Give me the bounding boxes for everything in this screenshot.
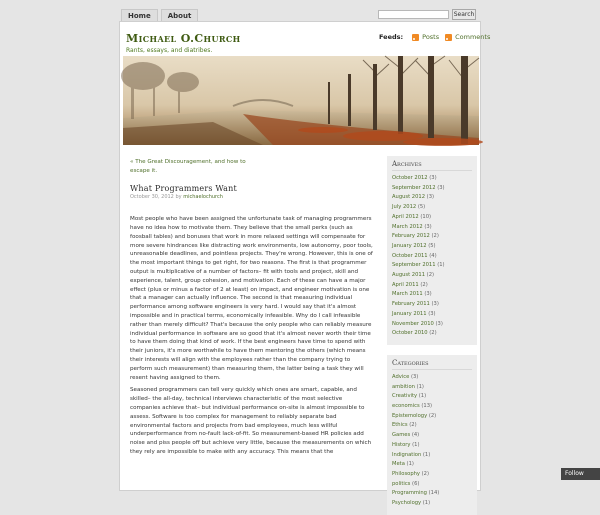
archive-item-label[interactable]: January 2012: [392, 242, 427, 249]
archive-item-count: (4): [429, 252, 437, 259]
category-item-label[interactable]: Indignation: [392, 451, 422, 458]
category-item[interactable]: [392, 392, 472, 402]
categories-widget: [387, 355, 477, 515]
archive-item[interactable]: [392, 310, 472, 320]
archive-item-label[interactable]: March 2011: [392, 291, 423, 298]
archive-item[interactable]: [392, 184, 472, 194]
category-item[interactable]: [392, 499, 472, 509]
archive-item[interactable]: [392, 203, 472, 213]
archive-item[interactable]: [392, 271, 472, 281]
category-item-count: (1): [416, 383, 424, 390]
archive-item-count: (3): [424, 291, 432, 298]
sidebar: [387, 156, 477, 515]
post-title[interactable]: What Programmers Want: [130, 183, 237, 193]
category-item-count: (2): [428, 412, 437, 419]
category-item-label[interactable]: Meta: [392, 461, 405, 468]
archive-item-label[interactable]: July 2012: [392, 204, 417, 211]
category-item-label[interactable]: Psychology: [392, 500, 422, 507]
main-content: [130, 158, 373, 457]
category-item[interactable]: [392, 421, 472, 431]
archive-item-label[interactable]: October 2012: [392, 175, 428, 181]
archive-item-label[interactable]: February 2012: [392, 233, 430, 240]
archive-item[interactable]: [392, 320, 472, 330]
archives-title: Archives: [392, 160, 472, 171]
category-item-count: (14): [428, 490, 440, 497]
category-item[interactable]: [392, 470, 472, 480]
archive-item-label[interactable]: August 2011: [392, 272, 426, 279]
archive-item[interactable]: [392, 300, 472, 310]
category-item-count: (2): [421, 470, 430, 477]
category-item-label[interactable]: Epistemology: [392, 412, 428, 419]
archive-item[interactable]: [392, 193, 472, 203]
posts-feed-link[interactable]: Posts: [422, 33, 440, 41]
category-item-count: (1): [422, 451, 431, 458]
category-item-label[interactable]: History: [392, 441, 411, 448]
category-item-count: (6): [412, 480, 420, 487]
category-item-label[interactable]: Creativity: [392, 393, 418, 400]
rss-icon: [412, 34, 419, 41]
archive-item-count: (3): [437, 184, 445, 191]
archive-item-count: (2): [429, 330, 437, 337]
archive-item-count: (3): [426, 194, 435, 201]
category-item-label[interactable]: Philosophy: [392, 470, 420, 477]
archive-item[interactable]: [392, 213, 472, 223]
feeds-label: Feeds:: [379, 33, 404, 41]
archive-item-label[interactable]: March 2012: [392, 223, 423, 230]
categories-list: [392, 373, 472, 509]
archive-item-count: (2): [431, 233, 439, 240]
category-item[interactable]: [392, 460, 472, 470]
category-item[interactable]: [392, 441, 472, 451]
archive-item-count: (10): [420, 213, 432, 220]
category-item-count: (1): [422, 500, 431, 507]
archive-item[interactable]: [392, 290, 472, 300]
archive-item-count: (3): [428, 310, 436, 317]
archive-item-label[interactable]: October 2010: [392, 330, 428, 337]
header-banner-image: [123, 56, 479, 145]
archive-item-label[interactable]: September 2011: [392, 262, 436, 269]
category-item-count: (1): [406, 461, 414, 468]
rss-icon: [445, 34, 452, 41]
archive-item[interactable]: [392, 242, 472, 252]
categories-title: Categories: [392, 359, 472, 370]
archive-item-count: (5): [428, 242, 436, 249]
blog-tagline: Rants, essays, and diatribes.: [126, 47, 213, 54]
tab-home[interactable]: Home: [121, 9, 158, 21]
post-date: October 30, 2012: [130, 194, 174, 201]
category-item[interactable]: [392, 383, 472, 393]
archive-item-count: (5): [417, 204, 426, 211]
post-paragraph: Seasoned programmers can tell very quickly which ones are smart, capable, and skilled– the all-day, technical interviews characteristic of the most selective companies achieve that– but individual performance on-site is almost impossible to assess. Software is too complex for management to reliably separate bad environmental factors and projects from bad employees, much less willful underperformance from no-fault lack-of-fit. So measurement-based HR policies add noise and piss people off but achieve very little, because the measurements on which they rely are impossible to make with any accuracy. This means that the: [130, 387, 372, 455]
category-item[interactable]: [392, 480, 472, 490]
category-item-count: (1): [412, 441, 420, 448]
page-container: [119, 21, 491, 507]
category-item-label[interactable]: Games: [392, 432, 411, 439]
category-item[interactable]: [392, 489, 472, 499]
blog-title[interactable]: Michael O.Church: [126, 32, 241, 45]
archive-item-label[interactable]: April 2012: [392, 213, 419, 220]
search-button[interactable]: Search: [453, 11, 475, 18]
tab-about[interactable]: About: [161, 9, 199, 21]
category-item-label[interactable]: politics: [392, 480, 411, 487]
category-item[interactable]: [392, 451, 472, 461]
archive-item-count: (3): [431, 301, 439, 308]
archive-item-label[interactable]: April 2011: [392, 281, 419, 288]
post-author-link[interactable]: michaelochurch: [183, 194, 223, 201]
post-by-label: by: [175, 194, 182, 201]
archive-item[interactable]: [392, 232, 472, 242]
category-item-label[interactable]: economics: [392, 403, 420, 410]
post-paragraph: Most people who have been assigned the unfortunate task of managing programmers have no idea how to motivate them. They believe that the small perks (such as foosball tables) and bonuses that work in more relaxed settings will compensate for more severe hindrances like distracting work environments, low autonomy, poor tools, unreasonable deadlines, and pointless projects. They're wrong. However, this is one of the most important things to get right, for two reasons. The first is that programmer output is multiplicative of a number of factors– fit with tools and project, skill and experience, talent, group cohesion, and motivation. Each of these can have a major effect (plus or minus a factor of 2 at least) on impact, and engineer motivation is one that a manager can actually influence. The second is that measuring individual performance among software engineers is very hard. I would say that it's almost impossible and in practical terms, economically infeasible. Why do I call infeasible rather than merely difficult? That's because the only people who can reliably measure individual performance in software are so good that it's almost never worth their time to have them doing that kind of work. If the best engineers have time to spend with their juniors, it's more worthwhile to have them mentoring the others (which means their interests will align with the employees rather than the company trying to perform such measurement) than measuring them, the latter being a task they will resent having assigned to them.: [130, 216, 373, 381]
search-input[interactable]: [378, 10, 449, 19]
category-item-label[interactable]: Programming: [392, 490, 427, 497]
category-item-count: (4): [411, 432, 420, 439]
archive-item[interactable]: [392, 223, 472, 233]
archive-item-count: (1): [437, 262, 445, 269]
archives-list: [392, 174, 472, 339]
archive-item[interactable]: [392, 261, 472, 271]
archive-item-count: (3): [435, 320, 443, 327]
category-item[interactable]: [392, 373, 472, 383]
feeds: [379, 33, 493, 41]
archives-widget: [387, 156, 477, 345]
archive-item[interactable]: [392, 281, 472, 291]
archive-item-count: (2): [426, 272, 435, 279]
archive-item-label[interactable]: January 2011: [392, 310, 427, 317]
archive-item[interactable]: [392, 329, 472, 339]
category-item-count: (3): [410, 373, 419, 380]
category-item-count: (2): [409, 422, 417, 429]
category-item[interactable]: [392, 431, 472, 441]
top-nav: [121, 9, 198, 21]
category-item-count: (13): [421, 403, 433, 410]
category-item-label[interactable]: Ethics: [392, 422, 408, 429]
previous-post-link[interactable]: « The Great Discouragement, and how to escape it.: [130, 159, 246, 174]
category-item-label[interactable]: ambition: [392, 383, 415, 390]
category-item-count: (1): [418, 393, 427, 400]
category-item[interactable]: [392, 402, 472, 412]
archive-item-label[interactable]: November 2010: [392, 320, 434, 327]
category-item-label[interactable]: Advice: [392, 373, 410, 380]
archive-item-count: (2): [420, 281, 428, 288]
follow-button[interactable]: Follow: [561, 468, 600, 480]
archive-item-label[interactable]: February 2011: [392, 301, 430, 308]
archive-item[interactable]: [392, 252, 472, 262]
archive-item-count: (3): [429, 175, 437, 181]
blog-header: [126, 32, 241, 54]
archive-item[interactable]: [392, 174, 472, 184]
archive-item-label[interactable]: October 2011: [392, 252, 428, 259]
archive-item-label[interactable]: September 2012: [392, 184, 436, 191]
archive-item-label[interactable]: August 2012: [392, 194, 426, 201]
category-item[interactable]: [392, 412, 472, 422]
comments-feed-link[interactable]: Comments: [455, 33, 491, 41]
post-meta: [130, 193, 373, 202]
archive-item-count: (3): [424, 223, 432, 230]
